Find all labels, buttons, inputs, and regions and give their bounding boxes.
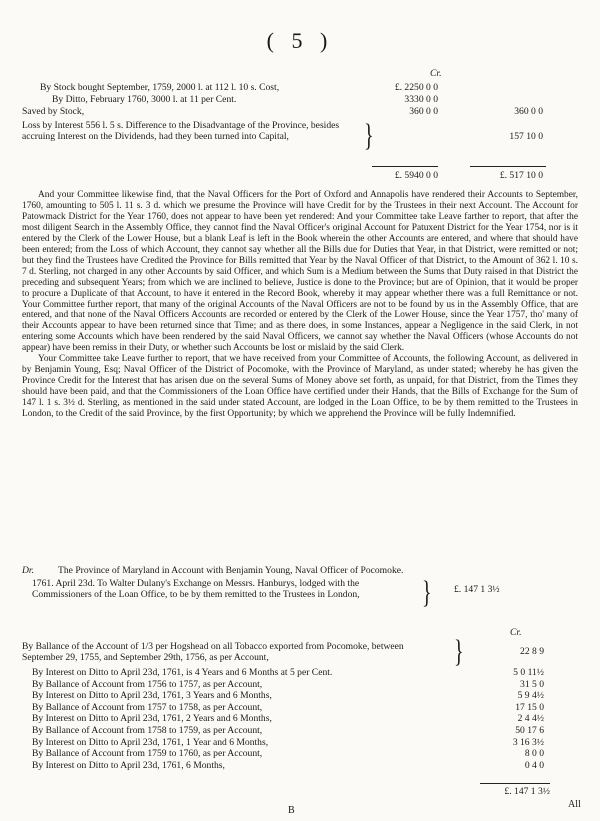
account-row-amount: 360 0 0: [409, 106, 438, 117]
cr-row-amount: 3 16 3½: [512, 736, 544, 748]
catchword: All: [568, 799, 581, 810]
cr-row-text: By Interest on Ditto to April 23d, 1761, 1 Year and 6 Months,: [32, 736, 269, 748]
report-body: [22, 190, 578, 420]
account-row-total: 157 10 0: [509, 131, 543, 142]
signature-mark: B: [288, 805, 295, 816]
brace: }: [422, 575, 432, 611]
cr-column-header: Cr.: [510, 627, 522, 638]
account-row-text: By Stock bought September, 1759, 2000 l. at 112 l. 10 s. Cost,: [40, 82, 280, 93]
account-heading-text: The Province of Maryland in Account with Benjamin Young, Naval Officer of Pocomoke.: [58, 565, 404, 576]
paragraph: And your Committee likewise find, that the Naval Officers for the Port of Oxford and Annapolis have rendered their Accounts to September, 1760, amounting to 505 l. 11 s. 3 d. which we presume the Province will have Credit for by the Trustees in their next Account. The Account for Patowmack District for the Year 1760, does not appear to have been yet rendered: And your Committee take Leave farther to report, that after the most diligent Search in the Assembly Office, they cannot find the Naval Officer's original Account for Patuxent District for the Year 1754, nor is it entered by the Clerk of the Lower House, but a blank Leaf is left in the Book wherein the other Accounts are entered, and where that should have been entered; from the Loss of which Account, they cannot say whether all the Bills due for Duties that Year, in that District, were remitted or not; but they find the Trustees have Credited the Province for Bills remitted that Year by the Naval Officer of that District, to the Amount of 362 l. 10 s. 7 d. Sterling, not charged in any other Accounts by said Officer, and which Sum is a Medium between the Sums that Duty raised in that District the preceding and subsequent Years; from which we are inclined to believe, Justice is done to the Province; but are of Opinion, that it would be proper to procure a Duplicate of that Account, to have it entered in the Record Book, whereby it may appear whether there was a full Remittance or not. Your Committee further report, that many of the original Accounts of the Naval Officers are not to be found by us in the Assembly Office, that are entered, and that none of the Naval Officers Accounts are recorded or entered by the Clerk of the Lower House, since the Year 1757, tho' many of their Accounts appear to have been returned since that Time; and as there does, in some Instances, appear a Negligence in the said Clerk, in not entering some Accounts which have been rendered by the said Naval Officers, we cannot say whether the Naval Officers (whose Accounts do not appear) have been remiss in their Duty, or whether such Accounts be lost or mislaid by the said Clerk.: [22, 190, 578, 354]
cr-row-text: By Ballance of Account from 1758 to 1759, as per Account,: [32, 725, 263, 736]
account-row-text: Saved by Stock,: [22, 106, 85, 117]
dr-label: Dr.: [22, 565, 34, 576]
brace: }: [454, 634, 464, 670]
account-row-amount: 3330 0 0: [404, 94, 438, 105]
cr-row-text: By Interest on Ditto to April 23d, 1761, is 4 Years and 6 Months at 5 per Cent.: [32, 667, 333, 678]
total-left: £. 5940 0 0: [394, 170, 438, 181]
dr-entry-text: 1761. April 23d. To Walter Dulany's Exchange on Messrs. Hanburys, lodged with the Commissioners of the Loan Office, to be by them remitted to the Trustees in London,: [32, 578, 360, 600]
cr-row-text: By Interest on Ditto to April 23d, 1761, 2 Years and 6 Months,: [32, 713, 272, 725]
cr-row-amount: 5 9 4½: [517, 690, 544, 702]
paragraph: Your Committee take Leave further to report, that we have received from your Committee of Accounts, the following Account, as delivered in by Benjamin Young, Esq; Naval Officer of the District of Pocomoke, with the Province of Maryland, as under stated; whereby he has given the Province Credit for the Interest that has arisen due on the several Sums of Money above set forth, as unpaid, for that District, from the Times they should have been paid, and that the Commissioners of the Loan Office have certified under their Hands, that the Bills of Exchange for the Sum of 147 l. 1 s. 3½ d. Sterling, as mentioned in the said under stated Account, are lodged in the Loan Office, to be by them remitted to the Trustees in London, to the Credit of the said Province, by the first Opportunity; by which we apprehend the Province will be fully Indemnified.: [22, 354, 578, 420]
cr-row-text: By Ballance of Account from 1756 to 1757, as per Account,: [32, 678, 263, 690]
account-row-amount: £. 2250 0 0: [394, 82, 438, 93]
cr-total-amount: £. 147 1 3½: [504, 786, 550, 797]
cr-row-amount: 0 4 0: [524, 759, 544, 771]
divider: [372, 166, 438, 167]
page-number: ( 5 ): [266, 28, 334, 53]
total-right: £. 517 10 0: [499, 170, 543, 181]
cr-column-header: Cr.: [430, 68, 442, 79]
cr-row-amount: 50 17 6: [515, 725, 544, 736]
cr-row-amount: 22 8 9: [520, 646, 544, 657]
cr-row-text: By Ballance of the Account of 1/3 per Hogshead on all Tobacco exported from Pocomoke, between September 29, 1755, and September 29th, 1756, as per Account,: [22, 641, 404, 663]
brace: }: [364, 118, 374, 154]
cr-row-amount: 2 4 4½: [517, 713, 544, 725]
account-row-text: By Ditto, February 1760, 3000 l. at 11 per Cent.: [52, 94, 237, 105]
cr-row-amount: 8 0 0: [524, 748, 544, 760]
account-row-total: 360 0 0: [514, 106, 543, 117]
cr-row-text: By Interest on Ditto to April 23d, 1761, 6 Months,: [32, 759, 225, 771]
cr-row-amount: 31 5 0: [520, 678, 544, 690]
dr-amount: £. 147 1 3½: [454, 584, 500, 595]
account-row-text: Loss by Interest 556 l. 5 s. Difference to the Disadvantage of the Province, besides accruing Interest on the Dividends, had they been turned into Capital,: [22, 120, 340, 142]
cr-row-amount: 5 0 11½: [513, 667, 544, 678]
cr-row-text: By Ballance of Account from 1759 to 1760, as per Account,: [32, 748, 263, 760]
divider: [480, 783, 550, 784]
cr-row-amount: 17 15 0: [515, 701, 544, 713]
divider: [470, 166, 546, 167]
cr-row-text: By Ballance of Account from 1757 to 1758, as per Account,: [32, 701, 263, 713]
cr-row-text: By Interest on Ditto to April 23d, 1761, 3 Years and 6 Months,: [32, 690, 272, 702]
